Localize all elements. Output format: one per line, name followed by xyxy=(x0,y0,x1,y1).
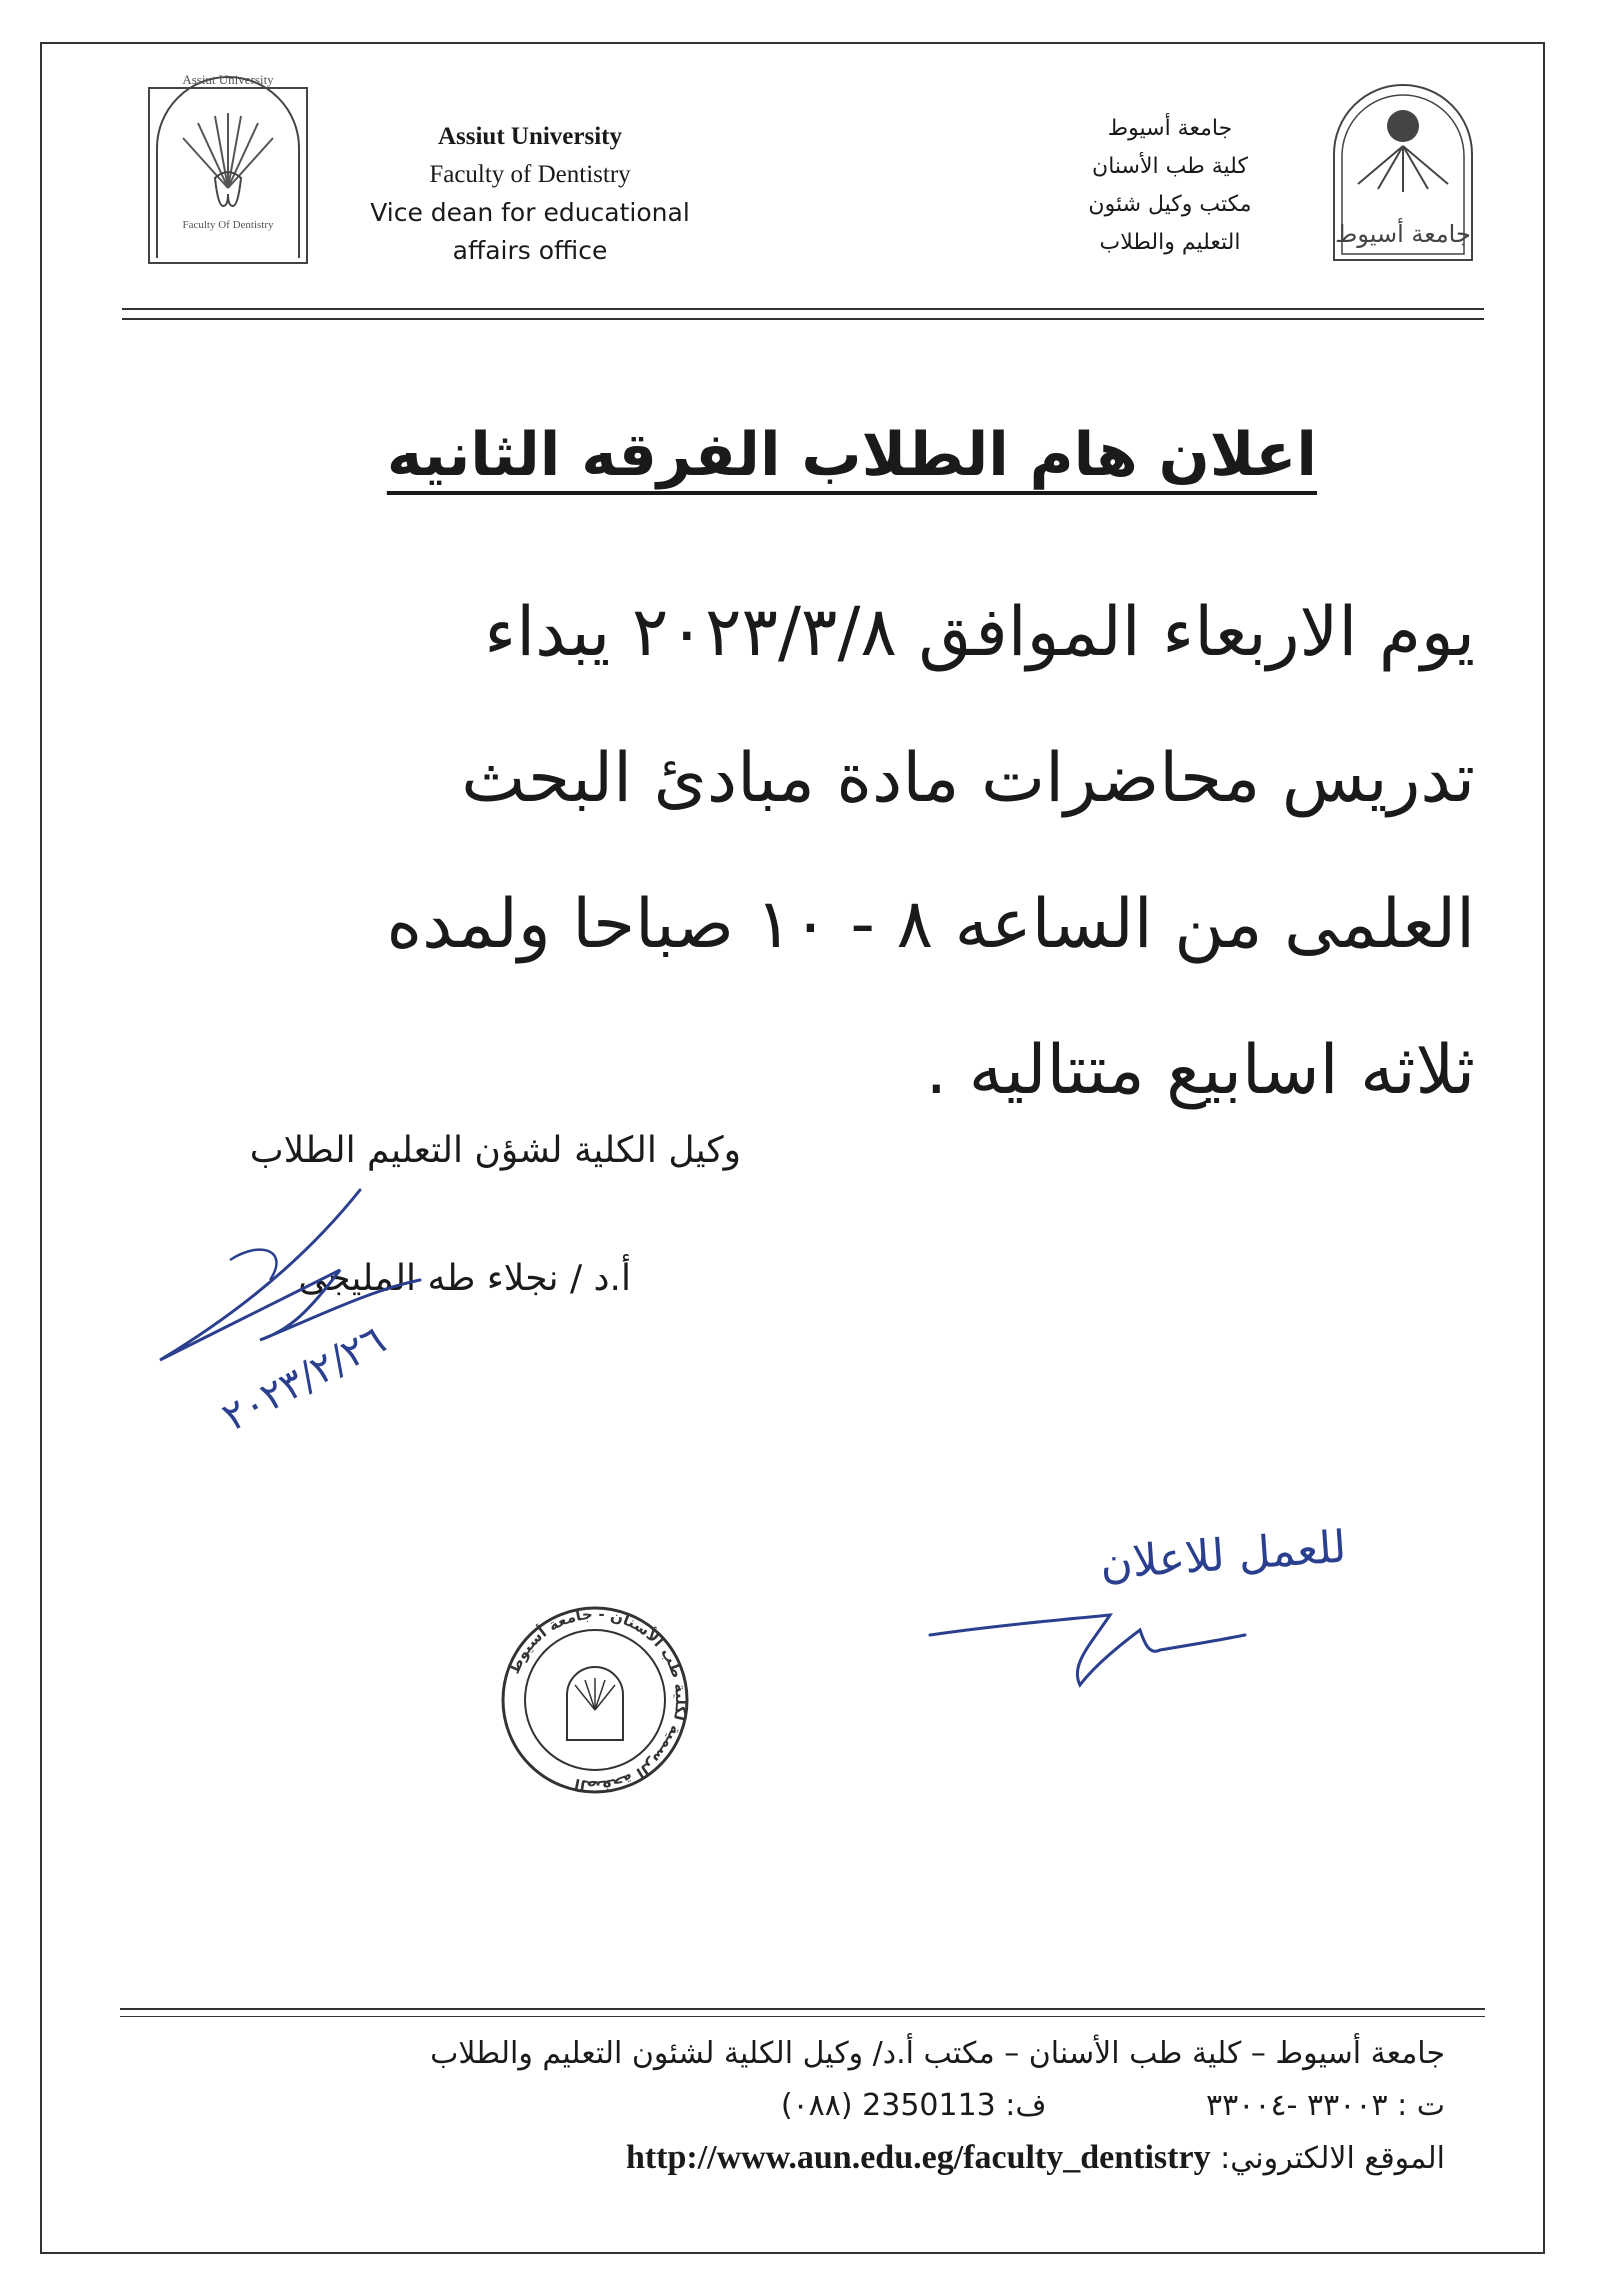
announcement-line: تدريس محاضرات مادة مبادئ البحث xyxy=(461,739,1475,818)
announcement-line: يوم الاربعاء الموافق ٢٠٢٣/٣/٨ يبداء xyxy=(484,593,1475,672)
announcement-body xyxy=(155,560,1475,1144)
announcement-title: اعلان هام الطلاب الفرقه الثانيه xyxy=(386,420,1317,490)
announcement-line: العلمى من الساعه ٨ - ١٠ صباحا ولمده xyxy=(386,885,1475,964)
footer xyxy=(115,2028,1445,2185)
footer-divider-bottom xyxy=(120,2016,1485,2017)
footer-website-label: الموقع الالكتروني: xyxy=(1220,2141,1445,2176)
signatory-title: وكيل الكلية لشؤن التعليم الطلاب xyxy=(249,1130,741,1171)
handwritten-signature-icon xyxy=(140,1180,440,1380)
university-name-en: Assiut University xyxy=(437,123,623,150)
handwritten-note: للعمل للاعلان xyxy=(1098,1521,1348,1590)
footer-divider-top xyxy=(120,2008,1485,2010)
footer-website-url[interactable]: http://www.aun.edu.eg/faculty_dentistry xyxy=(625,2139,1211,2176)
announcement-line: ثلاثه اسابيع متتاليه . xyxy=(925,1031,1475,1110)
office-name-ar-line1: مكتب وكيل شئون xyxy=(1088,192,1252,217)
university-logo-icon xyxy=(1328,84,1478,264)
office-name-en-line1: Vice dean for educational xyxy=(370,198,690,227)
signatory-name: أ.د / نجلاء طه المليجى xyxy=(298,1258,631,1299)
faculty-name-ar: كلية طب الأسنان xyxy=(1092,154,1248,179)
footer-fax: ف: 2350113 (٠٨٨) xyxy=(780,2088,1047,2123)
left-logo-caption: Faculty Of Dentistry xyxy=(182,219,274,231)
official-stamp-icon xyxy=(495,1600,695,1800)
left-logo-text: Assiut University xyxy=(182,72,274,87)
header-divider-bottom xyxy=(122,318,1484,320)
office-name-ar-line2: التعليم والطلاب xyxy=(1099,230,1241,255)
header-divider-top xyxy=(122,308,1484,310)
stamp-text: الصفحة الرسمية لكلية طب الأسنان - جامعة أسيوط xyxy=(504,1604,691,1796)
footer-contacts xyxy=(115,2080,1445,2132)
footer-website xyxy=(115,2132,1445,2185)
handwritten-scrawl-icon xyxy=(920,1585,1250,1705)
footer-address: جامعة أسيوط – كلية طب الأسنان – مكتب أ.د/ وكيل الكلية لشئون التعليم والطلاب xyxy=(430,2036,1445,2071)
right-logo-text: جامعة أسيوط xyxy=(1335,220,1471,248)
university-name-ar: جامعة أسيوط xyxy=(1107,116,1233,141)
faculty-name-en: Faculty of Dentistry xyxy=(429,161,631,188)
header-arabic xyxy=(1050,110,1290,262)
office-name-en-line2: affairs office xyxy=(452,236,608,265)
footer-phone: ت : ٣٣٠٠٣ -٣٣٠٠٤ xyxy=(1206,2088,1445,2123)
handwritten-date: ٢٠٢٣/٢/٢٦ xyxy=(215,1316,394,1441)
faculty-logo-icon xyxy=(143,68,313,268)
header-english xyxy=(320,118,740,270)
